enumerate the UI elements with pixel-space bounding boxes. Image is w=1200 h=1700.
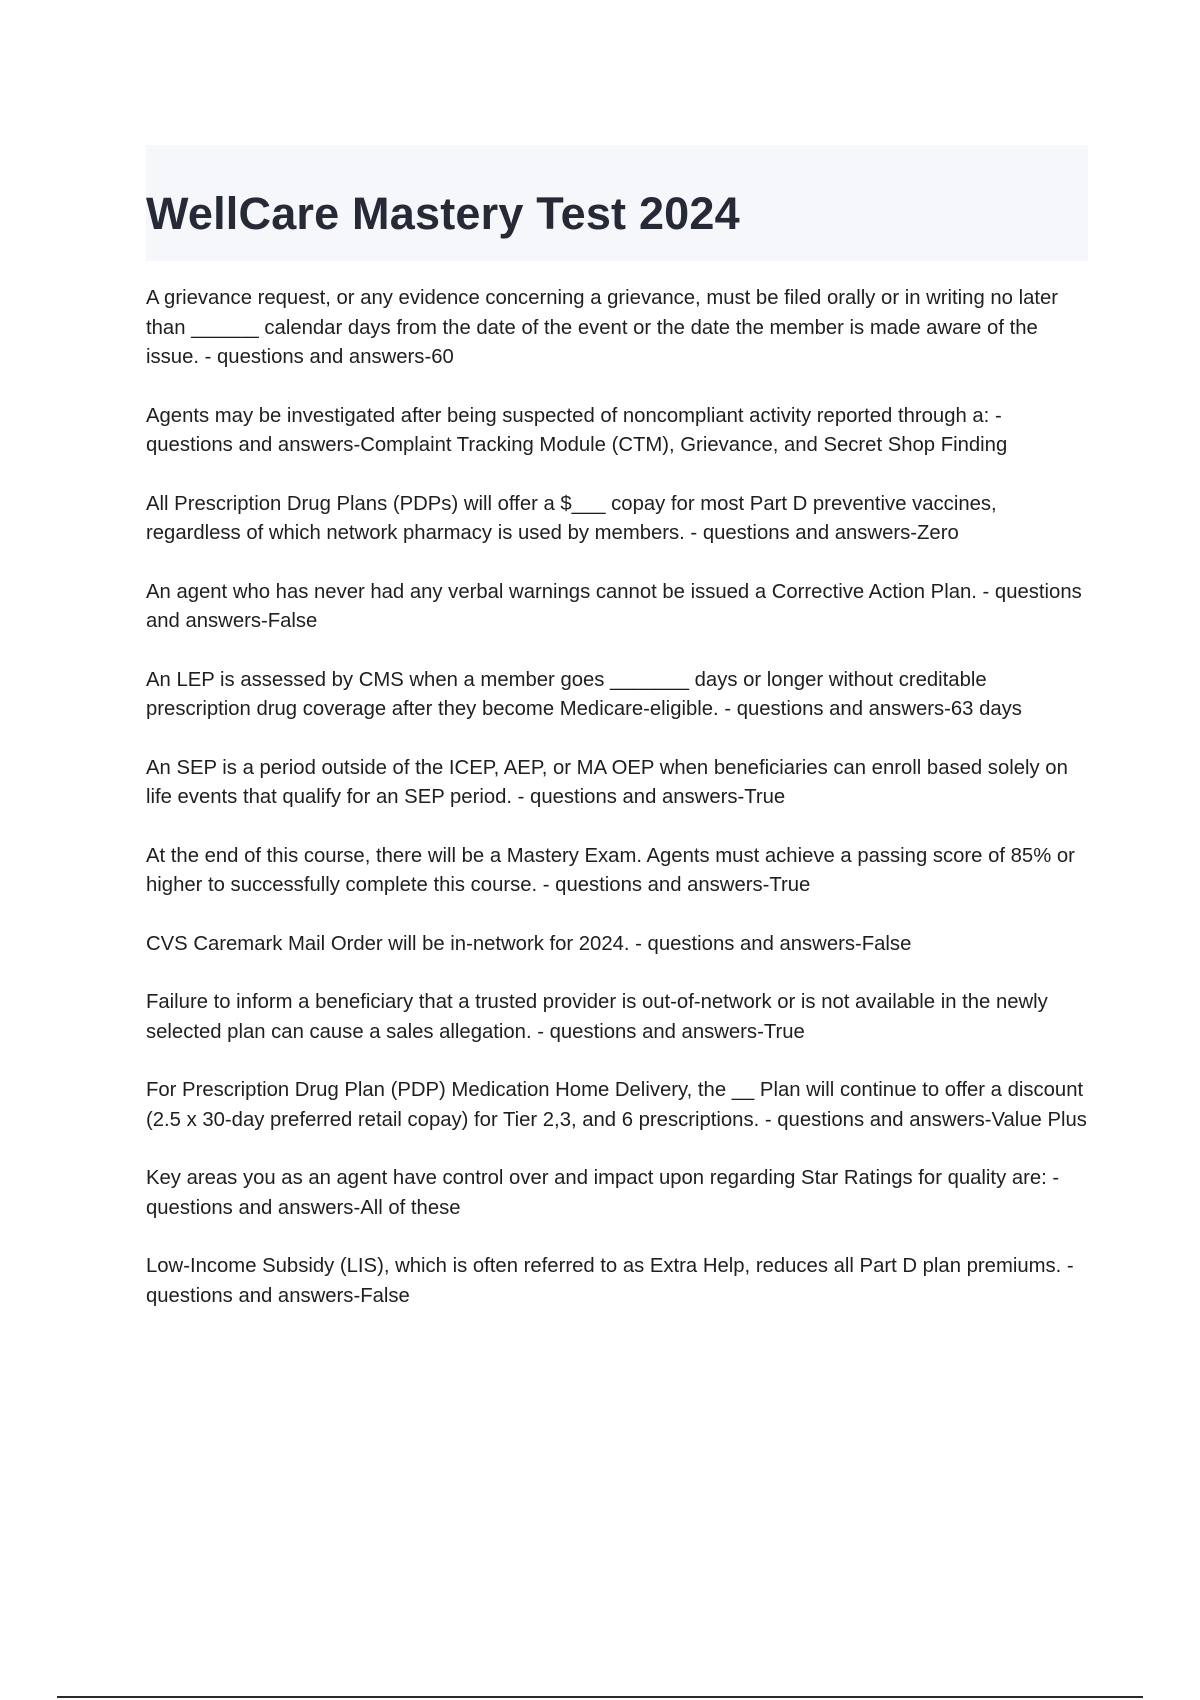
qa-item: For Prescription Drug Plan (PDP) Medication Home Delivery, the __ Plan will continue to offer a discount (2.5 x 30-day preferred retail copay) for Tier 2,3, and 6 prescriptions. - questions and answers-Value Plus: [146, 1079, 1087, 1131]
qa-list: [146, 284, 1094, 1340]
page-bottom-divider: [57, 1696, 1143, 1698]
qa-item: CVS Caremark Mail Order will be in-network for 2024. - questions and answers-False: [146, 932, 912, 955]
qa-item: Low-Income Subsidy (LIS), which is often referred to as Extra Help, reduces all Part D plan premiums. - questions and answers-False: [146, 1255, 1074, 1307]
qa-item: An SEP is a period outside of the ICEP, AEP, or MA OEP when beneficiaries can enroll based solely on life events that qualify for an SEP period. - questions and answers-True: [146, 756, 1068, 808]
qa-item: Failure to inform a beneficiary that a trusted provider is out-of-network or is not available in the newly selected plan can cause a sales allegation. - questions and answers-True: [146, 991, 1048, 1043]
qa-item: All Prescription Drug Plans (PDPs) will offer a $___ copay for most Part D preventive vaccines, regardless of which network pharmacy is used by members. - questions and answers-Zero: [146, 492, 997, 544]
qa-item: A grievance request, or any evidence concerning a grievance, must be filed orally or in writing no later than ______ calendar days from the date of the event or the date the member is made aware of the issue. - questions and answers-60: [146, 287, 1059, 368]
qa-item: An LEP is assessed by CMS when a member goes _______ days or longer without creditable prescription drug coverage after they become Medicare-eligible. - questions and answers-63 days: [146, 668, 1022, 720]
qa-item: Agents may be investigated after being suspected of noncompliant activity reported through a: - questions and answers-Complaint Tracking Module (CTM), Grievance, and Secret Shop Finding: [146, 404, 1008, 456]
qa-item: An agent who has never had any verbal warnings cannot be issued a Corrective Action Plan. - questions and answers-False: [146, 580, 1082, 632]
document-title: WellCare Mastery Test 2024: [146, 188, 740, 239]
qa-item: At the end of this course, there will be a Mastery Exam. Agents must achieve a passing score of 85% or higher to successfully complete this course. - questions and answers-True: [146, 844, 1075, 896]
qa-item: Key areas you as an agent have control over and impact upon regarding Star Ratings for quality are: - questions and answers-All of these: [146, 1167, 1060, 1219]
